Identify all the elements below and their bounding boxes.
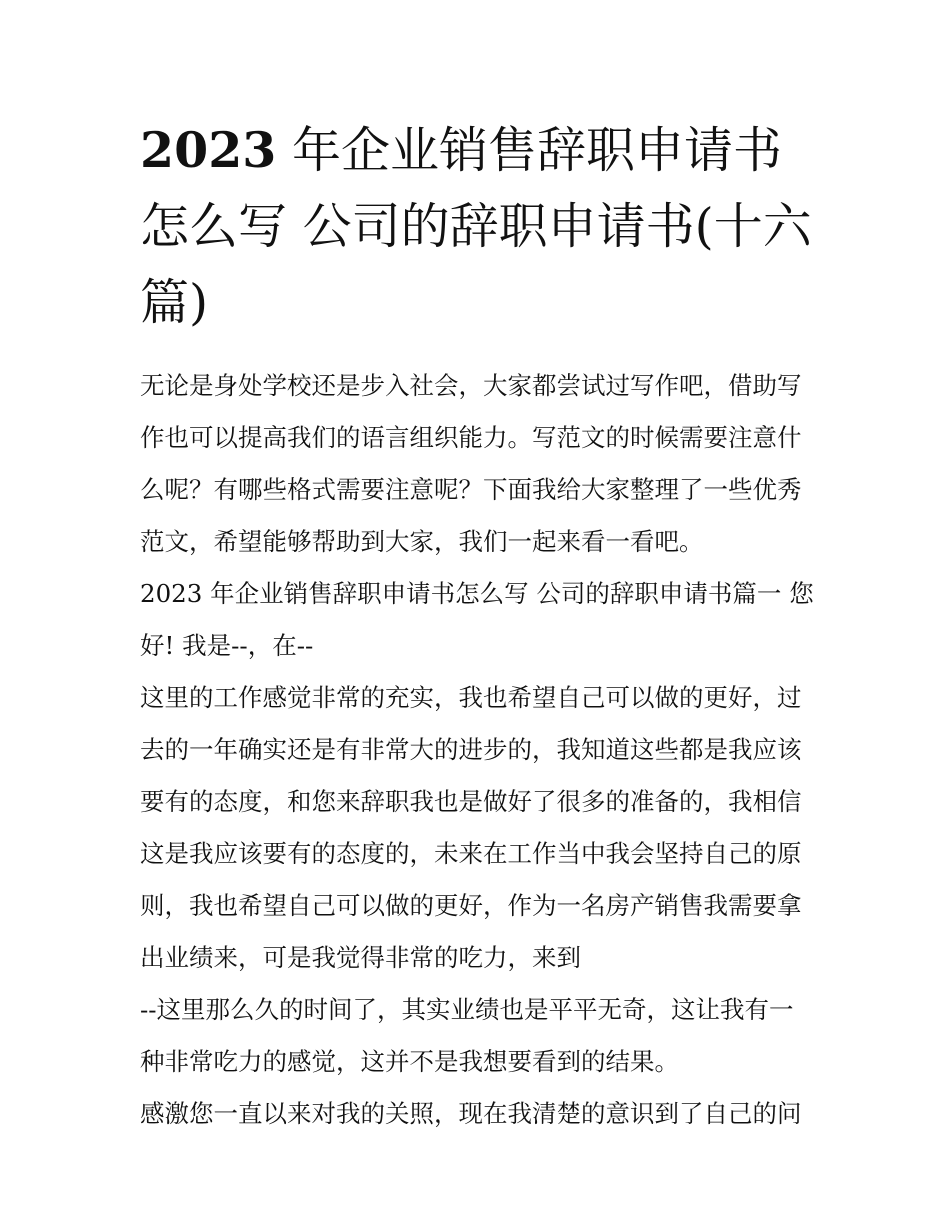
body-paragraph: 这里的工作感觉非常的充实，我也希望自己可以做的更好，过去的一年确实还是有非常大的进步的，我知道这些都是我应该要有的态度，和您来辞职我也是做好了很多的准备的，我相信这是我应该要有的态度的，未来在工作当中我会坚持自己的原则，我也希望自己可以做的更好，作为一名房产销售我需要拿出业绩来，可是我觉得非常的吃力，来到 [140, 683, 802, 972]
title-text: 年企业销售辞职申请书怎么写 公司的辞职申请书(十六篇) [140, 122, 812, 331]
section-heading-paragraph: 2023 年企业销售辞职申请书怎么写 公司的辞职申请书篇一 您好! 我是--，在-- [140, 579, 814, 660]
document-title [140, 112, 820, 341]
body-paragraph: --这里那么久的时间了，其实业绩也是平平无奇，这让我有一种非常吃力的感觉，这并不是我想要看到的结果。 [140, 995, 794, 1076]
title-year: 2023 [140, 121, 277, 179]
intro-paragraph: 无论是身处学校还是步入社会，大家都尝试过写作吧，借助写作也可以提高我们的语言组织能力。写范文的时候需要注意什么呢？有哪些格式需要注意呢？下面我给大家整理了一些优秀范文，希望能够帮助到大家，我们一起来看一看吧。 [140, 371, 802, 556]
body-paragraph: 感激您一直以来对我的关照，现在我清楚的意识到了自己的问 [140, 1099, 802, 1128]
